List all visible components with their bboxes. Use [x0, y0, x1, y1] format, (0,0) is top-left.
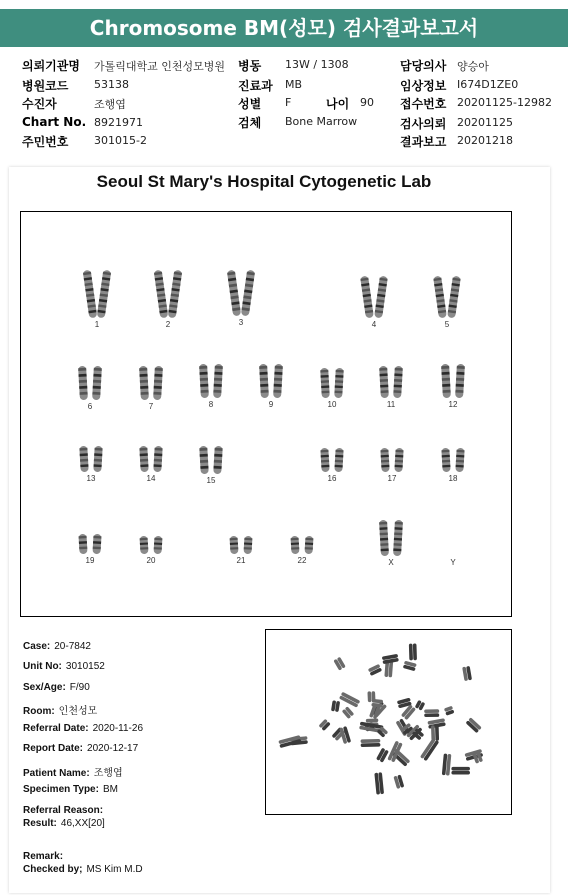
case-field-row	[23, 661, 105, 672]
chromosome-15	[188, 444, 234, 485]
case-field-row	[23, 641, 91, 652]
receipt-no-label: 접수번호	[400, 97, 447, 111]
receipt-no-value: 20201125-12982	[457, 96, 552, 109]
chromosome-pair-drawing	[424, 274, 470, 320]
case-field-label: Referral Date:	[23, 723, 89, 734]
chromosome-Y	[430, 544, 476, 567]
case-field-row	[23, 805, 107, 816]
case-field-label: Result:	[23, 818, 57, 829]
chromosome-pair-drawing	[430, 446, 476, 474]
case-field-value: BM	[102, 784, 118, 795]
patient-name-label: 수진자	[22, 97, 57, 111]
chromosome-pair-drawing	[430, 544, 476, 558]
chromosome-pair-drawing	[128, 364, 174, 402]
case-field-value: 3010152	[65, 661, 105, 672]
case-field-label: Unit No:	[23, 661, 62, 672]
metaphase-chromosome	[403, 661, 417, 672]
chromosome-pair-drawing	[309, 366, 355, 400]
chromosome-label: 7	[148, 402, 154, 411]
chromosome-label: Y	[450, 558, 456, 567]
chromosome-label: 10	[327, 400, 337, 409]
metaphase-chromosome	[342, 706, 355, 719]
chromosome-pair-drawing	[188, 444, 234, 476]
chromosome-6	[67, 364, 113, 411]
case-field-row	[23, 784, 118, 795]
chromosome-pair-drawing	[218, 268, 264, 318]
metaphase-chromosome	[368, 664, 382, 676]
metaphase-chromosome	[333, 657, 345, 671]
metaphase-chromosome	[420, 738, 439, 762]
case-field-row	[23, 851, 67, 862]
chromosome-7	[128, 364, 174, 411]
report-title: Chromosome BM(성모) 검사결과보고서	[0, 9, 568, 47]
patient-info-panel	[0, 55, 568, 155]
metaphase-chromosome	[466, 717, 482, 733]
chromosome-pair-drawing	[430, 362, 476, 400]
chromosome-8	[188, 362, 234, 409]
institution-value: 가톨릭대학교 인천성모병원	[94, 60, 226, 73]
chromosome-21	[218, 534, 264, 565]
chromosome-12	[430, 362, 476, 409]
metaphase-chromosome	[415, 700, 426, 711]
chromosome-9	[248, 362, 294, 409]
chromosome-pair-drawing	[74, 268, 120, 320]
chromosome-label: 1	[94, 320, 100, 329]
chromosome-10	[309, 366, 355, 409]
chromosome-label: 5	[444, 320, 450, 329]
chromosome-19	[67, 532, 113, 565]
chromosome-label: 4	[371, 320, 377, 329]
chromosome-label: 14	[146, 474, 156, 483]
metaphase-chromosome	[339, 692, 360, 708]
case-field-value: F/90	[69, 682, 90, 693]
resident-no-value: 301015-2	[94, 134, 147, 147]
case-field-row	[23, 764, 123, 779]
metaphase-chromosome	[424, 709, 439, 717]
case-field-value: 인천성모	[58, 706, 98, 717]
chromosome-pair-drawing	[145, 268, 191, 320]
chromosome-13	[68, 444, 114, 483]
chart-no-value: 8921971	[94, 116, 143, 129]
case-field-value: MS Kim M.D	[86, 864, 143, 875]
request-date-value: 20201125	[457, 116, 513, 129]
chromosome-label: X	[388, 558, 394, 567]
case-field-label: Sex/Age:	[23, 682, 66, 693]
chromosome-label: 21	[236, 556, 246, 565]
chart-no-label: Chart No.	[22, 115, 87, 129]
chromosome-pair-drawing	[188, 362, 234, 400]
chromosome-label: 22	[297, 556, 307, 565]
chromosome-pair-drawing	[128, 444, 174, 474]
sex-label: 성별	[238, 97, 262, 111]
chromosome-label: 3	[238, 318, 244, 327]
case-field-row	[23, 682, 90, 693]
chromosome-pair-drawing	[67, 532, 113, 556]
case-field-row	[23, 702, 97, 717]
chromosome-label: 15	[206, 476, 216, 485]
metaphase-chromosome	[393, 775, 404, 790]
metaphase-chromosome	[442, 753, 452, 775]
ward-value: 13W / 1308	[285, 58, 349, 71]
doctor-value: 양승아	[457, 60, 489, 73]
chromosome-label: 17	[387, 474, 397, 483]
chromosome-X	[368, 518, 414, 567]
lab-title: Seoul St Mary's Hospital Cytogenetic Lab	[96, 172, 432, 191]
metaphase-chromosome	[409, 643, 417, 660]
metaphase-chromosome	[331, 700, 340, 712]
chromosome-label: 18	[448, 474, 458, 483]
chromosome-label: 8	[208, 400, 214, 409]
case-field-label: Patient Name:	[23, 768, 90, 779]
chromosome-label: 20	[146, 556, 156, 565]
chromosome-pair-drawing	[128, 534, 174, 556]
case-field-label: Room:	[23, 706, 55, 717]
chromosome-18	[430, 446, 476, 483]
clinical-info-value: I674D1ZE0	[457, 78, 519, 91]
specimen-label: 검체	[238, 116, 262, 130]
chromosome-label: 16	[327, 474, 337, 483]
metaphase-chromosome	[376, 748, 389, 763]
sex-value: F	[285, 96, 292, 109]
ward-label: 병동	[238, 59, 262, 73]
chromosome-pair-drawing	[369, 446, 415, 474]
chromosome-pair-drawing	[67, 364, 113, 402]
clinical-info-label: 임상정보	[400, 79, 447, 93]
chromosome-label: 9	[268, 400, 274, 409]
case-field-label: Remark:	[23, 851, 64, 862]
chromosome-pair-drawing	[218, 534, 264, 556]
specimen-value: Bone Marrow	[285, 115, 358, 128]
chromosome-2	[145, 268, 191, 329]
chromosome-label: 12	[448, 400, 458, 409]
chromosome-22	[279, 534, 325, 565]
hospital-code-value: 53138	[94, 78, 129, 91]
resident-no-label: 주민번호	[22, 135, 69, 149]
metaphase-chromosome	[278, 735, 301, 748]
metaphase-chromosome	[361, 739, 381, 747]
age-value: 90	[360, 96, 374, 109]
chromosome-5	[424, 274, 470, 329]
doctor-label: 담당의사	[400, 59, 447, 73]
chromosome-1	[74, 268, 120, 329]
case-field-label: Referral Reason:	[23, 805, 104, 816]
case-field-row	[23, 743, 138, 754]
request-date-label: 검사의뢰	[400, 117, 447, 131]
chromosome-4	[351, 274, 397, 329]
chromosome-pair-drawing	[309, 446, 355, 474]
chromosome-11	[368, 364, 414, 409]
case-field-value: 조행엽	[93, 768, 123, 779]
chromosome-label: 6	[87, 402, 93, 411]
hospital-code-label: 병원코드	[22, 79, 69, 93]
patient-name-value: 조행엽	[94, 98, 126, 111]
metaphase-spread-image	[265, 629, 512, 815]
metaphase-chromosome	[444, 706, 455, 716]
chromosome-label: 19	[85, 556, 95, 565]
chromosome-pair-drawing	[68, 444, 114, 474]
case-field-value: 20-7842	[54, 641, 91, 652]
chromosome-label: 2	[165, 320, 171, 329]
karyotype-panel	[20, 211, 512, 617]
age-label: 나이	[326, 97, 350, 111]
metaphase-chromosome	[318, 719, 330, 731]
metaphase-chromosome	[371, 699, 383, 708]
metaphase-chromosome	[382, 654, 399, 664]
result-date-label: 결과보고	[400, 135, 447, 149]
chromosome-17	[369, 446, 415, 483]
chromosome-label: 13	[86, 474, 96, 483]
chromosome-pair-drawing	[368, 364, 414, 400]
dept-label: 진료과	[238, 79, 273, 93]
chromosome-pair-drawing	[351, 274, 397, 320]
chromosome-pair-drawing	[368, 518, 414, 558]
chromosome-20	[128, 534, 174, 565]
chromosome-pair-drawing	[279, 534, 325, 556]
metaphase-spread-drawing	[266, 630, 512, 815]
metaphase-chromosome	[462, 666, 472, 681]
metaphase-chromosome	[451, 767, 470, 775]
chromosome-16	[309, 446, 355, 483]
case-field-label: Report Date:	[23, 743, 84, 754]
chromosome-pair-drawing	[248, 362, 294, 400]
case-field-label: Specimen Type:	[23, 784, 99, 795]
chromosome-3	[218, 268, 264, 327]
chromosome-label: 11	[386, 400, 396, 409]
case-field-value: 46,XX[20]	[60, 818, 105, 829]
case-field-label: Case:	[23, 641, 51, 652]
dept-value: MB	[285, 78, 303, 91]
metaphase-chromosome	[374, 772, 384, 794]
case-field-row	[23, 864, 143, 875]
institution-label: 의뢰기관명	[22, 59, 80, 73]
chromosome-14	[128, 444, 174, 483]
case-field-value: 2020-12-17	[87, 743, 139, 754]
result-date-value: 20201218	[457, 134, 513, 147]
case-field-row	[23, 723, 143, 734]
case-field-label: Checked by;	[23, 864, 83, 875]
case-field-row	[23, 818, 105, 829]
case-field-value: 2020-11-26	[92, 723, 144, 734]
